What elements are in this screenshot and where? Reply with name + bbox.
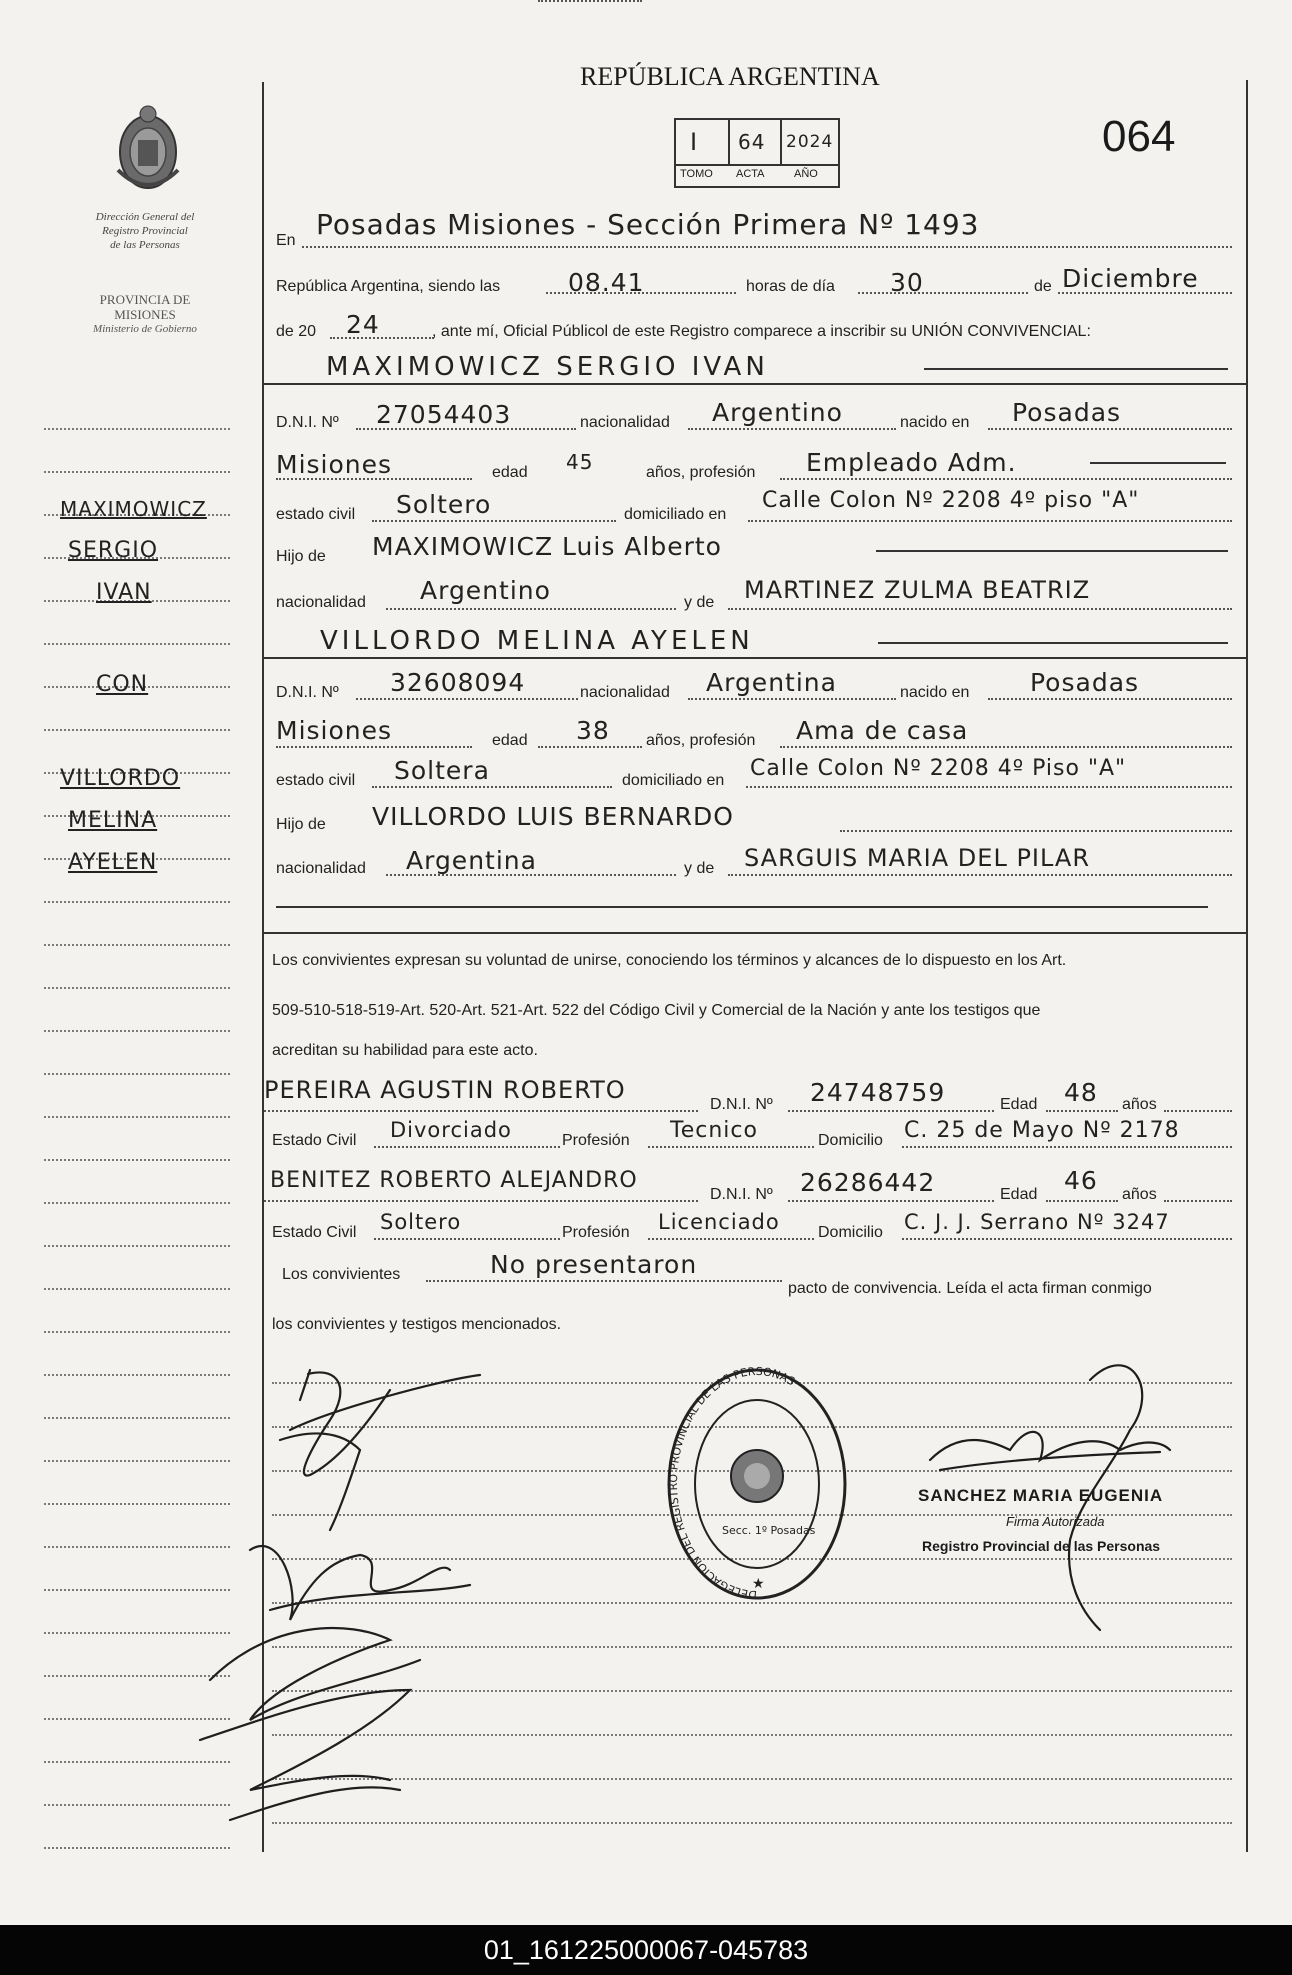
person1-edad-label: edad: [492, 464, 528, 481]
witness2-estado-label: Estado Civil: [272, 1224, 357, 1241]
witness1-profesion: Tecnico: [670, 1118, 758, 1143]
person2-profesion-label: años, profesión: [646, 732, 756, 749]
witness1-domicilio: C. 25 de Mayo Nº 2178: [904, 1118, 1180, 1143]
witness1-profesion-label: Profesión: [562, 1132, 630, 1149]
margin-dotted-line: [44, 1030, 230, 1032]
margin-dotted-line: [44, 1202, 230, 1204]
closing-convivientes-label: Los convivientes: [282, 1266, 401, 1283]
margin-note-line7: AYELEN: [68, 850, 158, 875]
person1-estado-label: estado civil: [276, 506, 356, 523]
person1-nacionalidad-label: nacionalidad: [580, 414, 670, 431]
de-label: de: [1034, 278, 1052, 295]
person1-hijo-label: Hijo de: [276, 548, 326, 565]
person2-domicilio-label: domiciliado en: [622, 772, 725, 789]
legal-line3: acreditan su habilidad para este acto.: [272, 1042, 538, 1059]
person1-madre: MARTINEZ ZULMA BEATRIZ: [744, 576, 1091, 604]
witness2-profesion: Licenciado: [658, 1210, 780, 1234]
person1-yde-label: y de: [684, 594, 715, 611]
person2-birthplace-1: Posadas: [1030, 668, 1140, 697]
institution-line2: Registro Provincial: [102, 225, 188, 237]
institution-province: PROVINCIA DE: [99, 292, 191, 307]
section-divider-3: [262, 932, 1248, 934]
witness2-estado: Soltero: [380, 1210, 462, 1234]
anio-label: AÑO: [794, 168, 818, 180]
person1-nacionalidad: Argentino: [712, 398, 843, 427]
section-divider-2: [262, 657, 1248, 659]
party-signatures-drawing: [190, 1360, 670, 1840]
en-label: En: [276, 232, 296, 249]
person2-nacionalidad-label: nacionalidad: [580, 684, 670, 701]
person2-nacionalidad: Argentina: [706, 668, 837, 697]
registration-day: 30: [890, 268, 924, 297]
witness1-anios-label: años: [1122, 1096, 1157, 1113]
person2-estado: Soltera: [394, 756, 490, 785]
officer-office: Registro Provincial de las Personas: [922, 1538, 1161, 1554]
person2-nacido-label: nacido en: [900, 684, 970, 701]
witness2-anios-label: años: [1122, 1186, 1157, 1203]
person2-dni-label: D.N.I. Nº: [276, 684, 339, 701]
margin-dotted-line: [44, 1073, 230, 1075]
person1-edad: 45: [566, 450, 594, 474]
person2-padre: VILLORDO LUIS BERNARDO: [372, 802, 734, 831]
person2-dni: 32608094: [390, 668, 526, 697]
republica-label: República Argentina, siendo las: [276, 278, 501, 295]
closing-pacto-text: pacto de convivencia. Leída el acta firman conmigo: [788, 1280, 1152, 1297]
horas-label: horas de día: [746, 278, 835, 295]
witness2-domicilio: C. J. J. Serrano Nº 3247: [904, 1210, 1170, 1234]
witness2-name: BENITEZ ROBERTO ALEJANDRO: [270, 1168, 638, 1193]
margin-note-line5: VILLORDO: [60, 766, 181, 791]
institution-line3: de las Personas: [110, 239, 180, 251]
registration-hours: 08.41: [568, 268, 645, 297]
person2-hijo-label: Hijo de: [276, 816, 326, 833]
person1-domicilio: Calle Colon Nº 2208 4º piso "A": [762, 488, 1140, 513]
institution-line1: Dirección General del: [95, 211, 195, 223]
person2-estado-label: estado civil: [276, 772, 356, 789]
person2-madre: SARGUIS MARIA DEL PILAR: [744, 844, 1091, 872]
margin-dotted-line: [44, 901, 230, 903]
person2-name: VILLORDO MELINA AYELEN: [320, 626, 754, 656]
witness1-name: PEREIRA AGUSTIN ROBERTO: [264, 1076, 626, 1104]
margin-note-line2: SERGIO: [68, 538, 159, 563]
witness1-estado-label: Estado Civil: [272, 1132, 357, 1149]
tomo-value: I: [690, 128, 699, 156]
document-code: 01_161225000067-045783: [483, 1935, 809, 1965]
witness2-edad-label: Edad: [1000, 1186, 1038, 1203]
margin-dotted-line: [44, 944, 230, 946]
registration-month: Diciembre: [1062, 264, 1199, 293]
margin-note-line3: IVAN: [96, 580, 152, 605]
person2-nac-padres-label: nacionalidad: [276, 860, 366, 877]
witness1-estado: Divorciado: [390, 1118, 512, 1142]
officer-role: Firma Autorizada: [1006, 1514, 1105, 1529]
witness1-edad-label: Edad: [1000, 1096, 1038, 1113]
margin-dotted-line: [44, 1847, 230, 1849]
acta-value: 64: [738, 130, 766, 154]
witness2-edad: 46: [1064, 1166, 1098, 1195]
margin-note-line4: CON: [96, 672, 149, 697]
witness2-domicilio-label: Domicilio: [818, 1224, 883, 1241]
page-number: 064: [1102, 112, 1176, 161]
witness1-dni: 24748759: [810, 1078, 946, 1107]
person1-estado: Soltero: [396, 490, 492, 519]
person1-birthplace-1: Posadas: [1012, 398, 1122, 427]
anio-value: 2024: [786, 132, 834, 152]
person1-nacido-label: nacido en: [900, 414, 970, 431]
institution-province2: MISIONES: [114, 307, 176, 322]
witness2-profesion-label: Profesión: [562, 1224, 630, 1241]
registration-year-suffix: 24: [346, 310, 380, 339]
official-seal-stamp: [662, 1366, 852, 1616]
tomo-label: TOMO: [680, 168, 713, 180]
seal-outer-text: DELEGACION DEL REGISTRO PROVINCIAL DE LAS PERSONAS: [666, 1366, 798, 1602]
margin-dotted-line: [44, 1245, 230, 1247]
margin-dotted-line: [44, 471, 230, 473]
margin-note-line1: MAXIMOWICZ: [60, 497, 207, 521]
right-frame-line: [1246, 80, 1248, 1852]
person2-domicilio: Calle Colon Nº 2208 4º Piso "A": [750, 756, 1127, 781]
person2-yde-label: y de: [684, 860, 715, 877]
acta-label: ACTA: [736, 168, 765, 180]
person1-padre: MAXIMOWICZ Luis Alberto: [372, 532, 722, 561]
person1-dni-label: D.N.I. Nº: [276, 414, 339, 431]
closing-pacto-value: No presentaron: [490, 1250, 698, 1279]
witness1-edad: 48: [1064, 1078, 1098, 1107]
coat-of-arms-icon: [108, 100, 188, 200]
person1-profesion: Empleado Adm.: [806, 448, 1017, 477]
person2-profesion: Ama de casa: [796, 716, 969, 745]
closing-line2: los convivientes y testigos mencionados.: [272, 1316, 562, 1333]
margin-note-line6: MELINA: [68, 808, 158, 833]
margin-dotted-line: [44, 1116, 230, 1118]
witness2-dni-label: D.N.I. Nº: [710, 1186, 773, 1203]
person1-birthplace-2: Misiones: [276, 450, 393, 479]
institution-ministry: Ministerio de Gobierno: [93, 323, 197, 335]
officer-name: SANCHEZ MARIA EUGENIA: [918, 1486, 1164, 1505]
person2-birthplace-2: Misiones: [276, 716, 393, 745]
legal-line2: 509-510-518-519-Art. 520-Art. 521-Art. 522 del Código Civil y Comercial de la Nación y ante los testigos que: [272, 1002, 1041, 1019]
registry-place: Posadas Misiones - Sección Primera Nº 1493: [316, 208, 980, 241]
margin-dotted-line: [44, 643, 230, 645]
country-title: REPÚBLICA ARGENTINA: [580, 62, 880, 91]
person2-edad-label: edad: [492, 732, 528, 749]
document-code-bar: [0, 1925, 1292, 1975]
person2-edad: 38: [576, 716, 610, 745]
person2-nacionalidad-padre: Argentina: [406, 846, 537, 875]
margin-dotted-line: [44, 1159, 230, 1161]
margin-dotted-line: [44, 987, 230, 989]
margin-dotted-line: [44, 729, 230, 731]
de20-label: de 20: [276, 323, 317, 340]
person1-nac-padres-label: nacionalidad: [276, 594, 366, 611]
section-divider-1: [262, 383, 1248, 385]
legal-line1: Los convivientes expresan su voluntad de unirse, conociendo los términos y alcances de lo dispuesto en los Art.: [272, 952, 1067, 969]
witness1-domicilio-label: Domicilio: [818, 1132, 883, 1149]
person1-domicilio-label: domiciliado en: [624, 506, 727, 523]
person1-profesion-label: años, profesión: [646, 464, 756, 481]
person1-nacionalidad-padre: Argentino: [420, 576, 551, 605]
witness2-dni: 26286442: [800, 1168, 936, 1197]
margin-dotted-line: [44, 1331, 230, 1333]
tomo-acta-box: [674, 118, 840, 188]
intro-statement: , ante mí, Oficial Públicol de este Registro comparece a inscribir su UNIÓN CONVIVENCIAL:: [432, 323, 1091, 340]
margin-dotted-line: [44, 1288, 230, 1290]
margin-dotted-line: [44, 428, 230, 430]
witness1-dni-label: D.N.I. Nº: [710, 1096, 773, 1113]
person1-name: MAXIMOWICZ SERGIO IVAN: [326, 352, 769, 382]
seal-inner-text: Secc. 1º Posadas: [722, 1524, 816, 1537]
svg-text:★: ★: [752, 1575, 765, 1591]
person1-dni: 27054403: [376, 400, 512, 429]
